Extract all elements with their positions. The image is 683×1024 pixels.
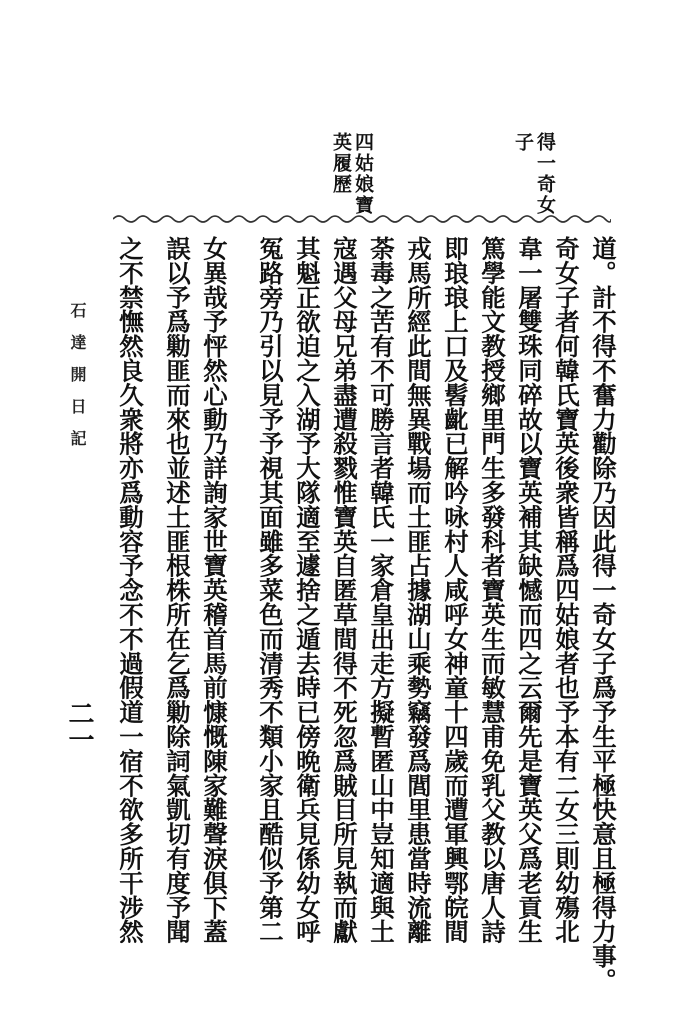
body-line-4: 篤學能文教授鄉里門生多發科者寶英生而敏慧甫免乳父教以唐人詩 — [477, 236, 506, 944]
header-divider — [113, 212, 611, 226]
body-line-2: 奇女子者何韓氏寶英後衆皆稱爲四姑娘者也予本有二女三則幼殤北 — [551, 236, 580, 944]
page-number: 二一 — [64, 700, 94, 752]
body-line-13: 之不禁憮然良久衆將亦爲動容予念不不過假道一宿不欲多所干涉然 — [115, 236, 144, 944]
running-title: 石達開日記 — [68, 302, 87, 462]
body-line-5: 即琅琅上口及髫齔已解吟咏村人咸呼女神童十四歲而遭軍興鄂皖間 — [440, 236, 469, 944]
body-line-11: 女異哉予怦然心動乃詳詢家世寶英稽首馬前慷慨陳家難聲淚俱下蓋 — [199, 236, 228, 944]
body-line-12: 誤以予爲勦匪而來也並述土匪根株所在乞爲勦除詞氣凱切有度予聞 — [162, 236, 191, 944]
header-note-line-2: 子 — [512, 132, 534, 153]
header-note — [512, 132, 556, 216]
section-title-line-1: 四姑娘寶 — [352, 132, 374, 216]
header-note-line-1: 得一奇女 — [534, 132, 556, 216]
section-title — [330, 132, 374, 216]
body-line-7: 荼毒之苦有不可勝言者韓氏一家倉皇出走方擬暫匿山中豈知適與土 — [366, 236, 395, 944]
section-title-line-2: 英履歷 — [330, 132, 352, 195]
body-line-9: 其魁正欲迫之入湖予大隊適至遽捨之遁去時已傍晩衛兵見係幼女呼 — [292, 236, 321, 944]
body-line-8: 寇遇父母兄弟盡遭殺戮惟寶英自匿草間得不死忽爲賊目所見執而獻 — [329, 236, 358, 944]
body-line-10: 冤路旁乃引以見予予視其面雖多菜色而清秀不類小家且酷似予第二 — [255, 236, 284, 944]
body-line-1: 道。計不得不奮力勸除乃因此得一奇女子爲予生平極快意且極得力事。 — [588, 236, 617, 993]
body-line-3: 韋一屠雙珠同碎故以寶英補其缺憾而四之云爾先是寶英父爲老貢生 — [514, 236, 543, 944]
body-line-6: 戎馬所經此間無異戰場而土匪占據湖山乘勢竊發爲閭里患當時流離 — [403, 236, 432, 944]
